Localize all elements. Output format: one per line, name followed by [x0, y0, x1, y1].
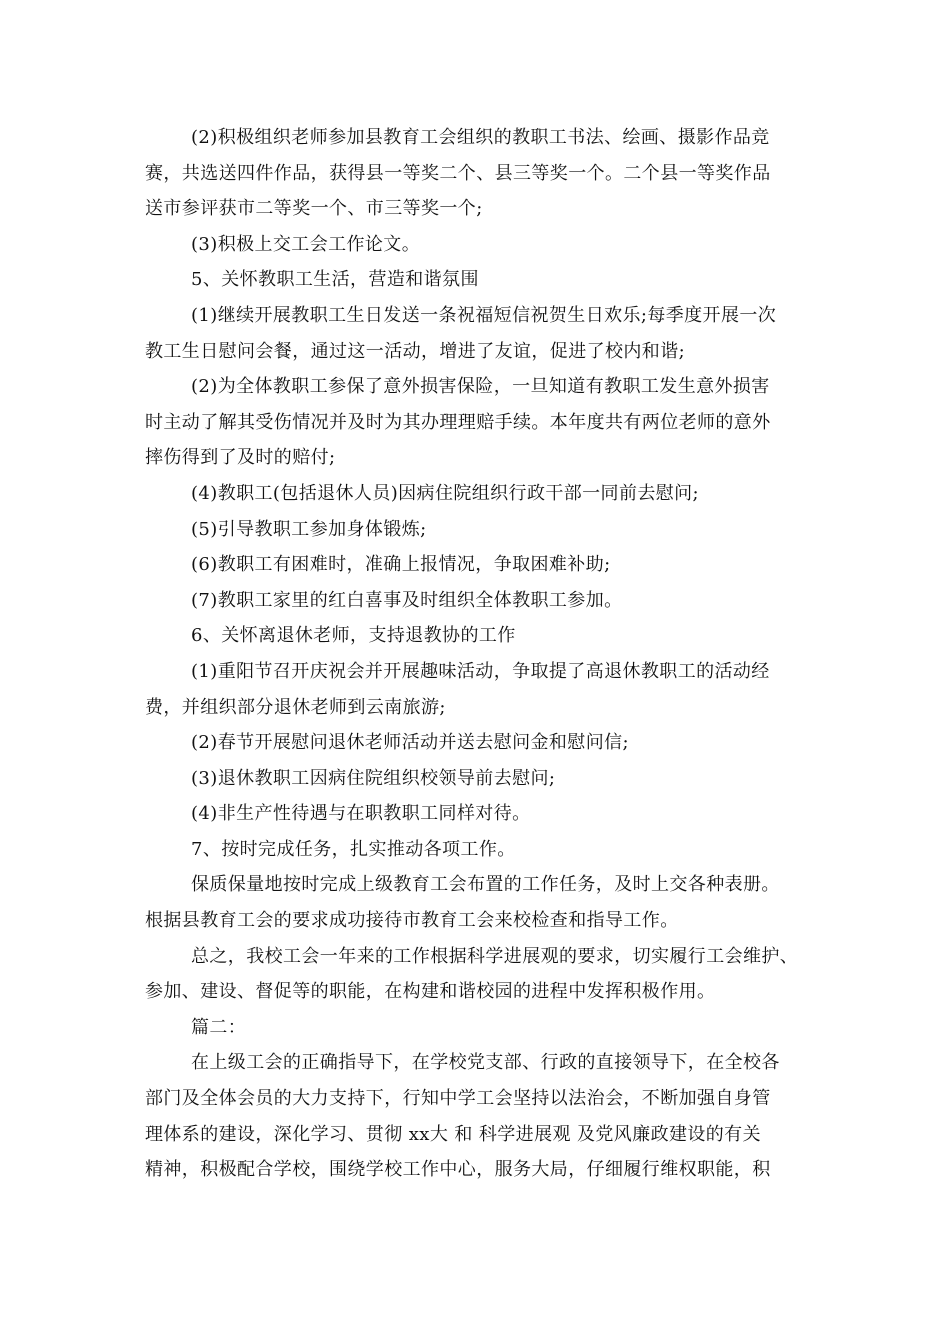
- text-line: 总之，我校工会一年来的工作根据科学进展观的要求，切实履行工会维护、: [191, 945, 799, 967]
- text-line: 摔伤得到了及时的赔付;: [145, 447, 336, 469]
- text-line: 费，并组织部分退休老师到云南旅游;: [145, 696, 446, 718]
- text-line: (7)教职工家里的红白喜事及时组织全体教职工参加。: [191, 589, 623, 611]
- text-line: (6)教职工有困难时，准确上报情况，争取困难补助;: [191, 554, 611, 576]
- text-line: 赛，共选送四件作品，获得县一等奖二个、县三等奖一个。二个县一等奖作品: [145, 162, 771, 184]
- text-line: 部门及全体会员的大力支持下，行知中学工会坚持以法治会，不断加强自身管: [145, 1088, 771, 1110]
- text-line: (4)教职工(包括退休人员)因病住院组织行政干部一同前去慰问;: [191, 482, 700, 504]
- text-line: 理体系的建设，深化学习、贯彻 xx大 和 科学进展观 及党风廉政建设的有关: [145, 1123, 761, 1145]
- text-line: (2)为全体教职工参保了意外损害保险，一旦知道有教职工发生意外损害: [191, 376, 770, 398]
- text-line: (2)积极组织老师参加县教育工会组织的教职工书法、绘画、摄影作品竞: [191, 127, 770, 148]
- text-line: (1)重阳节召开庆祝会并开展趣味活动，争取提了高退休教职工的活动经: [191, 660, 770, 682]
- text-line: 篇二：: [191, 1016, 247, 1038]
- text-line: (4)非生产性待遇与在职教职工同样对待。: [191, 803, 531, 825]
- text-line: (3)积极上交工会工作论文。: [191, 233, 421, 255]
- text-line: (5)引导教职工参加身体锻炼;: [191, 518, 427, 540]
- text-line: (3)退休教职工因病住院组织校领导前去慰问;: [191, 767, 556, 789]
- text-line: 7、按时完成任务，扎实推动各项工作。: [191, 838, 516, 860]
- text-line: 根据县教育工会的要求成功接待市教育工会来校检查和指导工作。: [145, 910, 679, 932]
- text-line: 5、关怀教职工生活，营造和谐氛围: [191, 269, 479, 291]
- text-line: (2)春节开展慰问退休老师活动并送去慰问金和慰问信;: [191, 732, 629, 754]
- text-line: (1)继续开展教职工生日发送一条祝福短信祝贺生日欢乐;每季度开展一次: [191, 304, 777, 326]
- document-body: [145, 120, 825, 1188]
- text-line: 保质保量地按时完成上级教育工会布置的工作任务，及时上交各种表册。: [191, 874, 780, 896]
- text-line: 教工生日慰问会餐，通过这一活动，增进了友谊，促进了校内和谐;: [145, 340, 686, 362]
- text-line: 送市参评获市二等奖一个、市三等奖一个;: [145, 198, 483, 220]
- text-line: 时主动了解其受伤情况并及时为其办理理赔手续。本年度共有两位老师的意外: [145, 411, 771, 433]
- text-line: 6、关怀离退休老师，支持退教协的工作: [191, 625, 516, 647]
- text-line: 参加、建设、督促等的职能，在构建和谐校园的进程中发挥积极作用。: [145, 981, 716, 1003]
- text-line: 在上级工会的正确指导下，在学校党支部、行政的直接领导下，在全校各: [191, 1052, 780, 1074]
- text-line: 精神，积极配合学校，围绕学校工作中心，服务大局，仔细履行维权职能，积: [145, 1159, 771, 1181]
